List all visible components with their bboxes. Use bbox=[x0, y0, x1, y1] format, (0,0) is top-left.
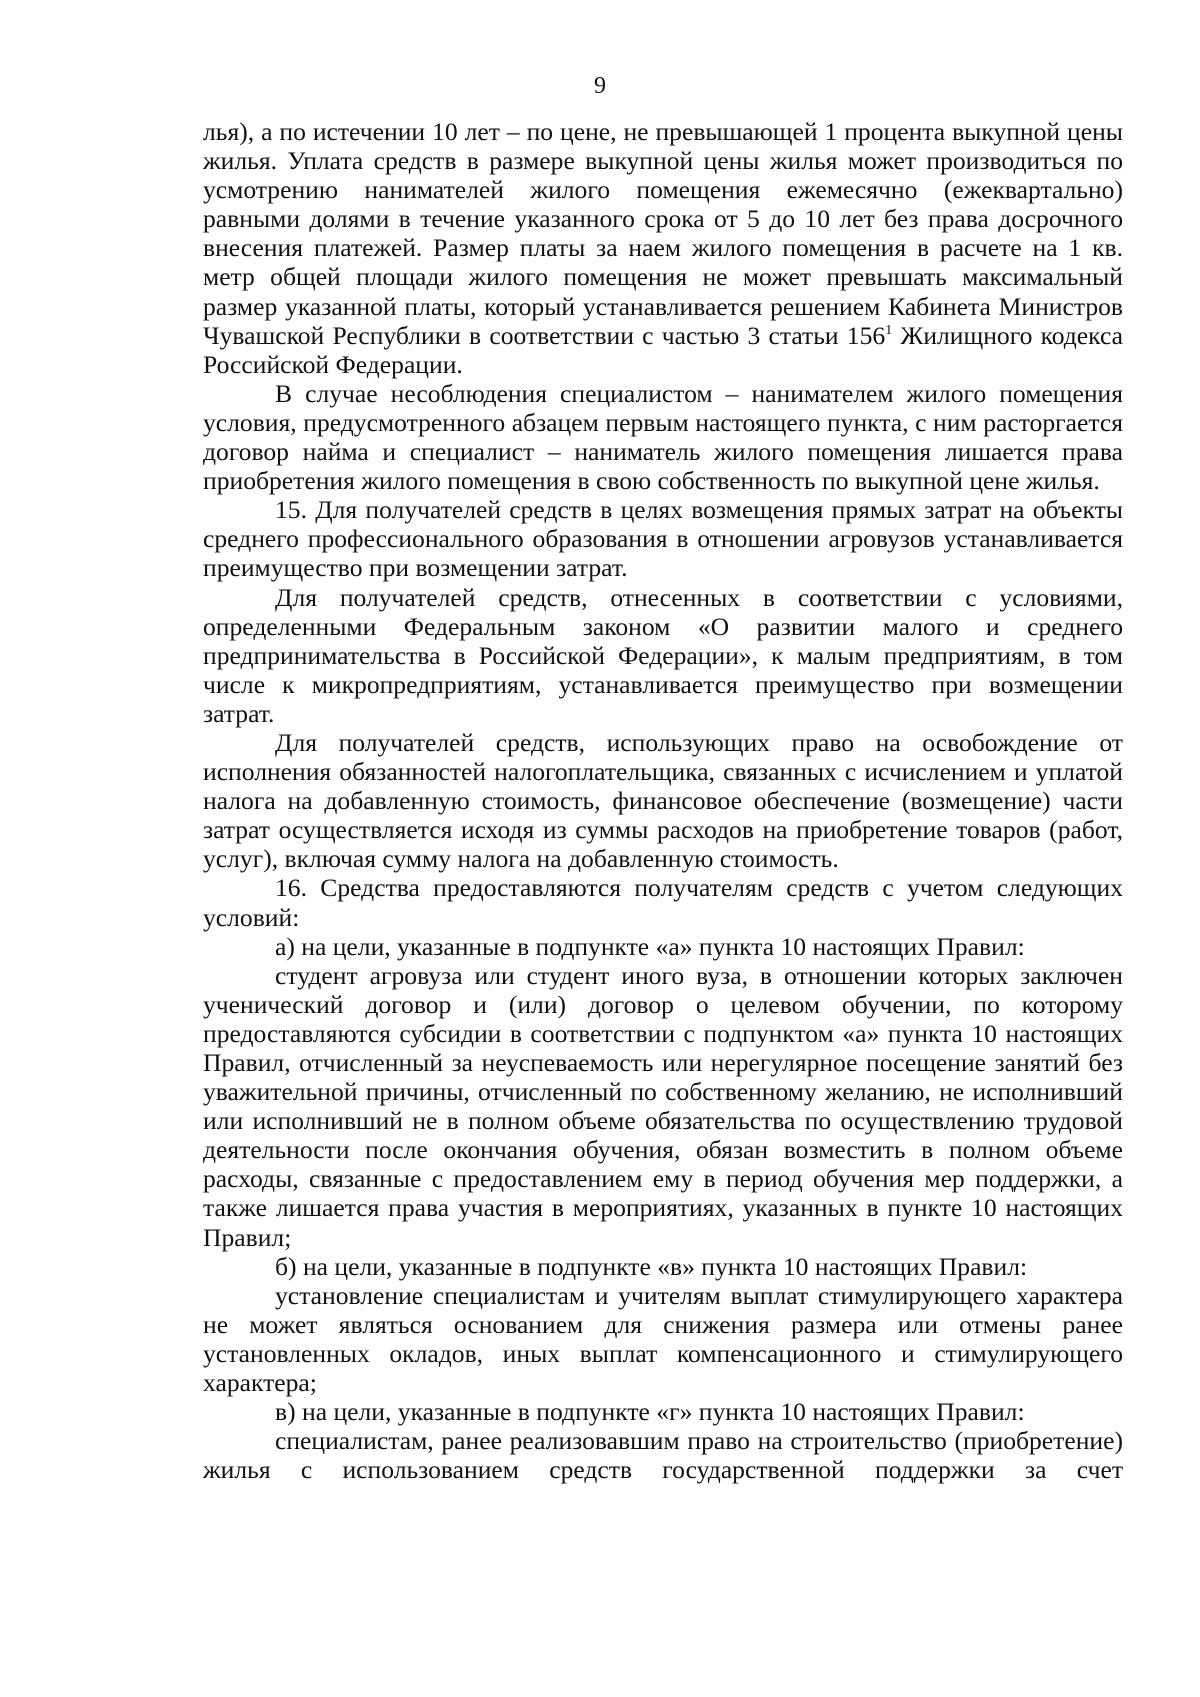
page-number: 9 bbox=[594, 73, 606, 99]
footnote-superscript: 1 bbox=[885, 322, 893, 338]
paragraph-text: лья), а по истечении 10 лет – по цене, не превышающей 1 процента выкупной цены жилья. Уплата средств в размере выкупной цены жилья может производиться по усмотрению нанимателей жилого помещения ежемесячно (ежеквартально) равными долями в течение указанного срока от 5 до 10 лет без права досрочного внесения платежей. Размер платы за наем жилого помещения в расчете на 1 кв. метр общей площади жилого помещения не может превышать максимальный размер указанной платы, который устанавливается решением Кабинета Министров Чувашской Республики в соответствии с частью 3 статьи 156 bbox=[203, 117, 1123, 350]
paragraph: В случае несоблюдения специалистом – нанимателем жилого помещения условия, предусмотренного абзацем первым настоящего пункта, с ним расторгается договор найма и специалист – наниматель жилого помещения лишается права приобретения жилого помещения в свою собственность по выкупной цене жилья. bbox=[203, 378, 1123, 496]
subitem-b: б) на цели, указанные в подпункте «в» пункта 10 настоящих Правил: bbox=[275, 1251, 1028, 1281]
paragraph: Для получателей средств, отнесенных в соответствии с условиями, определенными Федеральным законом «О развитии малого и среднего предпринимательства в Российской Федерации», к малым предприятиям, в том числе к микропредприятиям, устанавливается преимущество при возмещении затрат. bbox=[203, 582, 1123, 728]
paragraph: Для получателей средств, использующих право на освобождение от исполнения обязанностей налогоплательщика, связанных с исчислением и уплатой налога на добавленную стоимость, финансовое обеспечение (возмещение) части затрат осуществляется исходя из суммы расходов на приобретение товаров (работ, услуг), включая сумму налога на добавленную стоимость. bbox=[203, 727, 1123, 874]
document-body bbox=[203, 117, 1123, 1484]
paragraph-item-16: 16. Средства предоставляются получателям средств с учетом следующих условий: bbox=[203, 873, 1123, 932]
paragraph: студент агровуза или студент иного вуза, в отношении которых заключен ученический договор и (или) договор о целевом обучении, по которому предоставляются субсидии в соответствии с подпунктом «а» пункта 10 настоящих Правил, отчисленный за неуспеваемость или нерегулярное посещение занятий без уважительной причины, отчисленный по собственному желанию, не исполнивший или исполнивший не в полном объеме обязательства по осуществлению трудовой деятельности после окончания обучения, обязан возместить в полном объеме расходы, связанные с предоставлением ему в период обучения мер поддержки, а также лишается права участия в мероприятиях, указанных в пункте 10 настоящих Правил; bbox=[203, 960, 1123, 1252]
paragraph-continues: специалистам, ранее реализовавшим право на строительство (приобретение) жилья с использованием средств государственной поддержки за счет bbox=[203, 1426, 1123, 1485]
paragraph-tail: Жилищного кодекса Российской Федерации. bbox=[203, 320, 1123, 379]
paragraph-item-15: 15. Для получателей средств в целях возмещения прямых затрат на объекты среднего профессионального образования в отношении агровузов устанавливается преимущество при возмещении затрат. bbox=[203, 495, 1123, 583]
paragraph: установление специалистам и учителям выплат стимулирующего характера не может являться основанием для снижения размера или отмены ранее установленных окладов, иных выплат компенсационного и стимулирующего характера; bbox=[203, 1280, 1123, 1398]
paragraph-continuation bbox=[203, 117, 1123, 379]
subitem-v: в) на цели, указанные в подпункте «г» пункта 10 настоящих Правил: bbox=[275, 1397, 1025, 1427]
subitem-a: а) на цели, указанные в подпункте «а» пункта 10 настоящих Правил: bbox=[275, 931, 1025, 961]
